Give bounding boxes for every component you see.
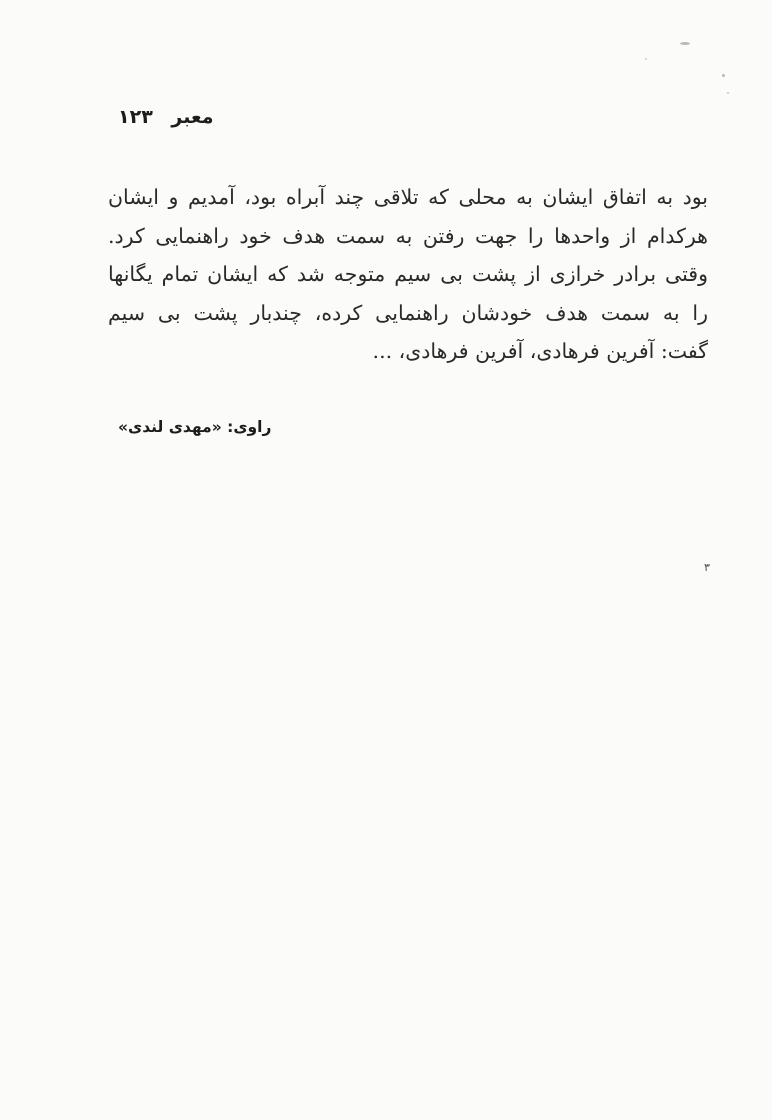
body-text — [108, 178, 708, 371]
running-header — [118, 106, 214, 128]
text-line: گفت: آفرین فرهادی، آفرین فرهادی، ... — [372, 339, 708, 363]
book-title: معبر — [171, 106, 214, 128]
scan-speck — [722, 74, 725, 77]
scan-speck — [727, 92, 729, 94]
text-line: را به سمت هدف خودشان راهنمایی کرده، چندبار پشت بی سیم — [108, 300, 708, 325]
text-line: وقتی برادر خرازی از پشت بی سیم متوجه شد که ایشان تمام یگانها — [108, 262, 708, 286]
scan-speck — [645, 58, 647, 60]
page-number: ۱۲۳ — [118, 106, 153, 128]
margin-mark: ۳ — [704, 561, 710, 574]
narrator-credit — [118, 418, 271, 436]
narrator-label: راوی: — [227, 418, 272, 436]
narrator-name: «مهدی لندی» — [118, 418, 222, 436]
text-line: هرکدام از واحدها را جهت رفتن به سمت هدف خود راهنمایی کرد. — [108, 223, 708, 248]
scan-speck — [680, 42, 690, 45]
text-line: بود به اتفاق ایشان به محلی که تلاقی چند آبراه بود، آمدیم و ایشان — [108, 185, 708, 209]
